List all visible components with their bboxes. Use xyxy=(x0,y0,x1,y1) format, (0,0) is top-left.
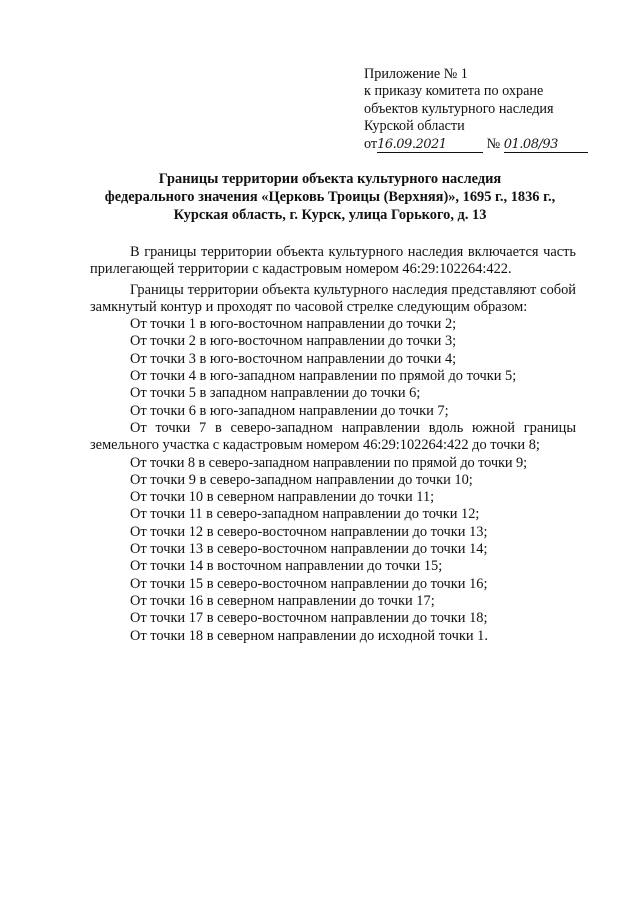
boundary-point-6: От точки 6 в юго-западном направлении до точки 7; xyxy=(130,402,449,419)
appendix-date-number-line xyxy=(364,136,614,153)
boundary-point-1: От точки 1 в юго-восточном направлении до точки 2; xyxy=(130,316,457,333)
title-line-1: Границы территории объекта культурного наследия xyxy=(158,171,502,187)
handwritten-date: 16.09.2021 xyxy=(377,136,447,152)
intro-paragraph-2: Границы территории объекта культурного наследия представляют собой замкнутый контур и проходят по часовой стрелке следующим образом: xyxy=(90,281,576,315)
boundary-point-8: От точки 8 в северо-западном направлении по прямой до точки 9; xyxy=(130,454,527,471)
date-blank xyxy=(377,137,483,153)
boundary-point-17: От точки 17 в северо-восточном направлении до точки 18; xyxy=(130,610,488,627)
intro-paragraph-1: В границы территории объекта культурного наследия включается часть прилегающей территории с кадастровым номером 46:29:102264:422. xyxy=(90,244,576,278)
appendix-region: Курской области xyxy=(364,118,465,135)
boundary-point-2: От точки 2 в юго-восточном направлении до точки 3; xyxy=(130,333,457,350)
document-title xyxy=(60,170,600,224)
date-prefix: от xyxy=(364,135,378,152)
boundary-point-5: От точки 5 в западном направлении до точки 6; xyxy=(130,385,421,402)
boundary-point-15: От точки 15 в северо-восточном направлении до точки 16; xyxy=(130,575,488,592)
boundary-point-14: От точки 14 в восточном направлении до точки 15; xyxy=(130,558,443,575)
boundary-point-9: От точки 9 в северо-западном направлении до точки 10; xyxy=(130,471,473,488)
title-line-3: Курская область, г. Курск, улица Горького, д. 13 xyxy=(173,207,487,223)
document-body xyxy=(90,244,576,645)
boundary-point-11: От точки 11 в северо-западном направлении до точки 12; xyxy=(130,506,480,523)
number-prefix: № xyxy=(486,135,501,152)
boundary-point-4: От точки 4 в юго-западном направлении по прямой до точки 5; xyxy=(130,368,517,385)
title-line-2: федерального значения «Церковь Троицы (Верхняя)», 1695 г., 1836 г., xyxy=(104,189,556,205)
boundary-point-3: От точки 3 в юго-восточном направлении до точки 4; xyxy=(130,350,457,367)
boundary-point-18: От точки 18 в северном направлении до исходной точки 1. xyxy=(130,627,488,644)
boundary-point-16: От точки 16 в северном направлении до точки 17; xyxy=(130,592,435,609)
appendix-order-reference: к приказу комитета по охране xyxy=(364,83,544,100)
boundary-point-13: От точки 13 в северо-восточном направлении до точки 14; xyxy=(130,541,488,558)
handwritten-number: 01.08/93 xyxy=(503,136,558,152)
appendix-committee-name: объектов культурного наследия xyxy=(364,100,554,117)
appendix-label: Приложение № 1 xyxy=(364,66,468,82)
boundary-point-12: От точки 12 в северо-восточном направлении до точки 13; xyxy=(130,523,488,540)
appendix-header xyxy=(364,66,614,153)
boundary-point-7: От точки 7 в северо-западном направлении вдоль южной границы земельного участка с кадастровым номером 46:29:102264:422 до точки 8; xyxy=(90,419,576,454)
boundary-point-10: От точки 10 в северном направлении до точки 11; xyxy=(130,489,435,506)
number-blank xyxy=(504,137,588,153)
